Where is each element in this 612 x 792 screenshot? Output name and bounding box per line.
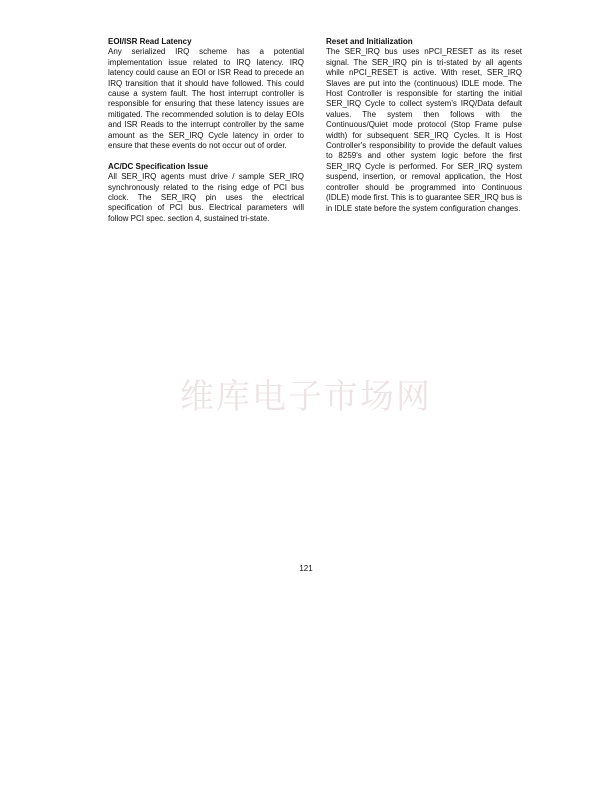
section-body-ac-dc-specification-issue: All SER_IRQ agents must drive / sample SER_IRQ synchronously related to the rising edge of PCI bus clock. The SER_IRQ pin uses the electrical specification of PCI bus. Electrical parameters will follow PCI spec. section 4, sustained tri-state. <box>108 172 304 223</box>
section-heading-ac-dc-specification-issue: AC/DC Specification Issue <box>108 161 209 171</box>
right-column <box>326 37 522 214</box>
section-heading-eoi-isr-read-latency: EOI/ISR Read Latency <box>108 37 192 46</box>
watermark: 维库电子市场网 <box>180 377 432 417</box>
page-number: 121 <box>299 564 313 573</box>
section-spacer <box>108 151 304 161</box>
section-body-reset-and-initialization: The SER_IRQ bus uses nPCI_RESET as its reset signal. The SER_IRQ pin is tri-stated by all agents while nPCI_RESET is active. With reset, SER_IRQ Slaves are put into the (continuous) IDLE mode. The Host Controller is responsible for starting the initial SER_IRQ Cycle to collect system's IRQ/Data default values. The system then follows with the Continuous/Quiet mode protocol (Stop Frame pulse width) for subsequent SER_IRQ Cycles. It is Host Controller's responsibility to provide the default values to 8259's and other system logic before the first SER_IRQ Cycle is performed. For SER_IRQ system suspend, insertion, or removal application, the Host controller should be programmed into Continuous (IDLE) mode first. This is to guarantee SER_IRQ bus is in IDLE state before the system configuration changes. <box>326 47 522 213</box>
section-heading-reset-and-initialization: Reset and Initialization <box>326 37 413 46</box>
section-body-eoi-isr-read-latency: Any serialized IRQ scheme has a potential implementation issue related to IRQ latency. IRQ latency could cause an EOI or ISR Read to precede an IRQ transition that it should have followed. This could cause a system fault. The host interrupt controller is responsible for ensuring that these latency issues are mitigated. The recommended solution is to delay EOIs and ISR Reads to the interrupt controller by the same amount as the SER_IRQ Cycle latency in order to ensure that these events do not occur out of order. <box>108 47 304 151</box>
left-column <box>108 37 304 224</box>
